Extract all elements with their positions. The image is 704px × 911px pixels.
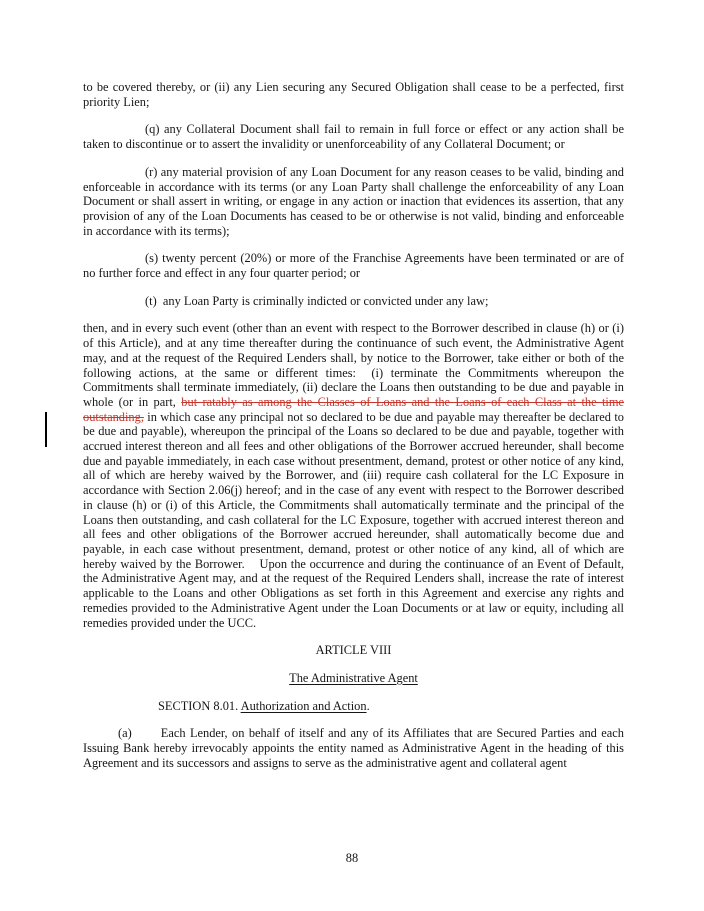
article-subheading-text: The Administrative Agent <box>289 670 418 685</box>
clause-s-paragraph: (s) twenty percent (20%) or more of the Franchise Agreements have been terminated or are of no further force and effect in any four quarter period; or <box>83 251 624 281</box>
clause-q-paragraph: (q) any Collateral Document shall fail to remain in full force or effect or any action shall be taken to discontinue or to assert the invalidity or unenforceability of any Collateral Document; or <box>83 122 624 152</box>
clause-p-continuation: to be covered thereby, or (ii) any Lien securing any Secured Obligation shall cease to be a perfected, first priority Lien; <box>83 80 624 109</box>
section-label: SECTION 8.01. <box>158 698 239 713</box>
remedies-text-after: in which case any principal not so declared to be due and payable may thereafter be declared to be due and payable), whereupon the principal of the Loans so declared to be due and payable, together with accrued interest thereon and all fees and other obligations of the Borrower accrued hereunder, shall become due and payable immediately, in each case without presentment, demand, protest or other notice of any kind, all of which are hereby waived by the Borrower, and (iii) require cash collateral for the LC Exposure in accordance with Section 2.06(j) hereof; and in the case of any event with respect to the Borrower described in clause (h) or (i) of this Article, the Commitments shall automatically terminate and the principal of the Loans then outstanding, and cash collateral for the LC Exposure, together with accrued interest thereon and all fees and other obligations of the Borrower accrued hereunder, shall automatically become due and payable, in each case without presentment, demand, protest or other notice of any kind, all of which are hereby waived by the Borrower. Upon the occurrence and during the continuance of an Event of Default, the Administrative Agent may, and at the request of the Required Lenders shall, increase the rate of interest applicable to the Loans and other Obligations as set forth in this Agreement and exercise any rights and remedies provided to the Administrative Agent under the Loan Documents or at law or equity, including all remedies provided under the UCC. <box>83 409 624 630</box>
page-number: 88 <box>345 851 359 865</box>
paragraph-a <box>83 726 624 770</box>
section-title: Authorization and Action <box>240 698 367 713</box>
remedies-text-before: then, and in every such event (other than an event with respect to the Borrower described in clause (h) or (i) of this Article), and at any time thereafter during the continuance of such event, the Administrative Agent may, and at the request of the Required Lenders shall, by notice to the Borrower, take either or both of the following actions, at the same or different times: (i) terminate the Commitments whereupon the Commitments shall terminate immediately, (ii) declare the Loans then outstanding to be due and payable in whole (or in part, <box>83 321 624 409</box>
clause-r-paragraph: (r) any material provision of any Loan Document for any reason ceases to be valid, binding and enforceable in accordance with its terms (or any Loan Party shall challenge the enforceability of any Loan Document or shall assert in writing, or engage in any action or inaction that evidences its assertion, that any provision of any of the Loan Documents has ceased to be or otherwise is not valid, binding and enforceable in accordance with its terms); <box>83 164 624 238</box>
article-subheading <box>83 671 624 686</box>
paragraph-a-text: Each Lender, on behalf of itself and any of its Affiliates that are Secured Parties and each Issuing Bank hereby irrevocably appoints the entity named as Administrative Agent in the heading of this Agreement and its successors and assigns to serve as the administrative agent and collateral agent <box>83 726 624 770</box>
remedies-paragraph <box>83 321 624 630</box>
section-title-period: . <box>366 698 370 713</box>
deleted-text: but ratably as among the Classes of Loans and the Loans of each Class at the time outstanding, <box>83 394 625 424</box>
section-801-line <box>83 699 624 714</box>
revision-change-bar <box>45 412 47 447</box>
article-heading: ARTICLE VIII <box>315 643 392 658</box>
document-body <box>83 80 624 783</box>
paragraph-a-label: (a) <box>118 726 132 741</box>
clause-t-paragraph: (t) any Loan Party is criminally indicted or convicted under any law; <box>145 293 489 308</box>
